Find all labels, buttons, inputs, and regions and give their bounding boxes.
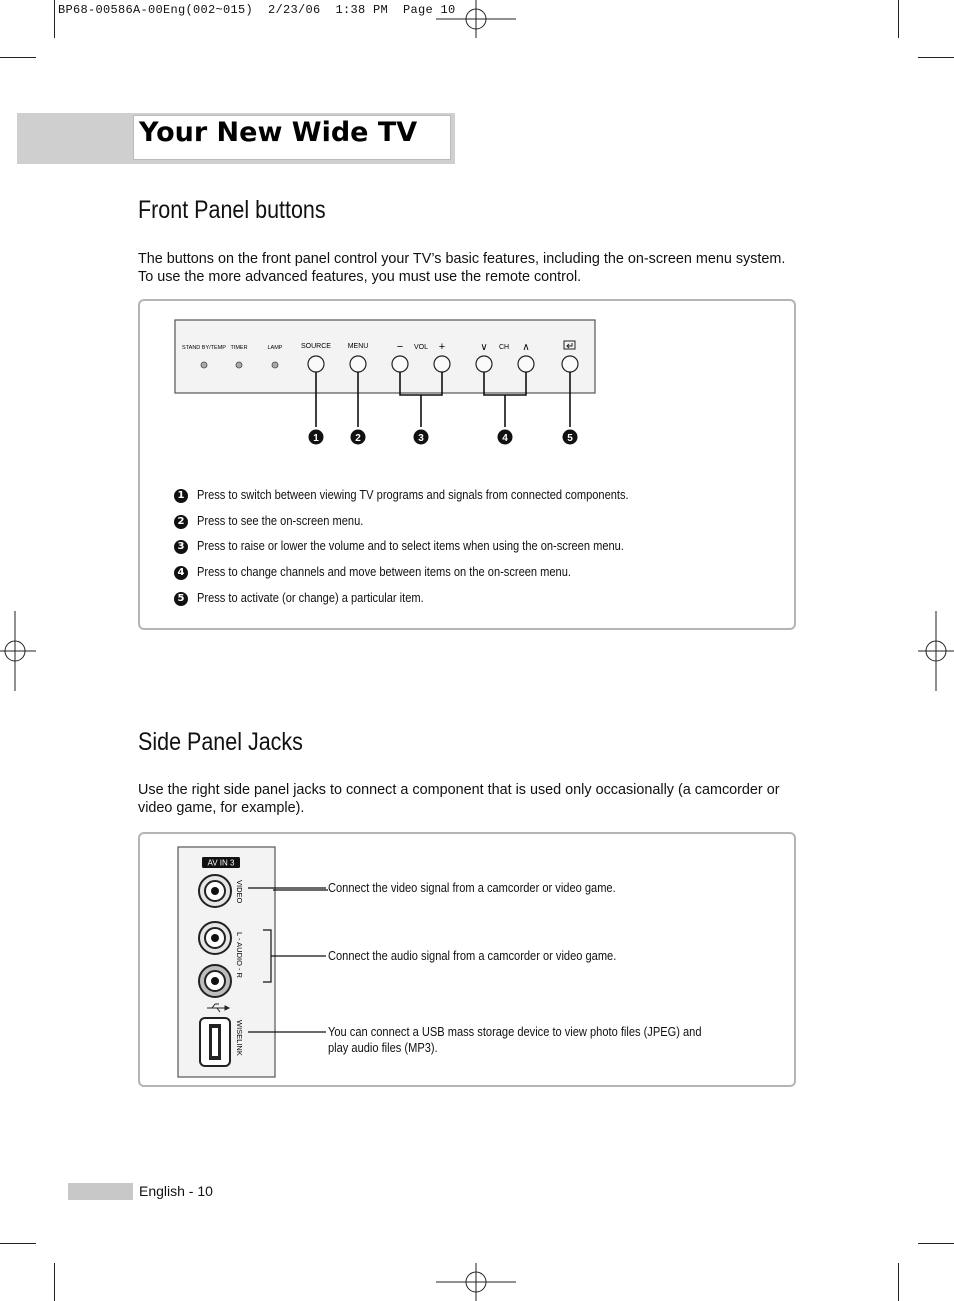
usb-callout-line2: play audio files (MP3). — [328, 1041, 438, 1055]
front-panel-box — [138, 299, 796, 630]
side-panel-heading: Side Panel Jacks — [138, 728, 303, 756]
item-text: Press to change channels and move between items on the on-screen menu. — [197, 565, 571, 579]
front-panel-intro: The buttons on the front panel control your TV’s basic features, including the on-screen menu system. To use the more advanced features, you must use the remote control. — [138, 251, 786, 285]
number-marker: 4 — [174, 566, 188, 580]
side-panel-intro: Use the right side panel jacks to connect a component that is used only occasionally (a camcorder or video game, for example). — [138, 782, 780, 816]
side-panel-box — [138, 832, 796, 1087]
av-in-label: AV IN 3 — [207, 858, 235, 868]
print-header: BP68-00586A-00Eng(002~015) 2/23/06 1:38 PM Page 10 — [58, 3, 456, 17]
footer-bar — [68, 1183, 133, 1200]
audio-right-jack — [199, 965, 231, 997]
front-panel-heading: Front Panel buttons — [138, 196, 326, 224]
usb-port — [200, 1018, 230, 1066]
wiselink-label: WISELINK — [235, 1020, 244, 1056]
audio-label: L - AUDIO - R — [235, 932, 244, 978]
label-vol: VOL — [413, 344, 429, 351]
video-callout: Connect the video signal from a camcorder or video game. — [328, 881, 616, 895]
svg-text:4: 4 — [502, 433, 508, 444]
label-source: SOURCE — [301, 343, 331, 350]
label-ch: CH — [498, 344, 510, 351]
item-text: Press to raise or lower the volume and to select items when using the on-screen menu. — [197, 539, 624, 553]
label-vol-plus: + — [438, 341, 446, 353]
page-number: English - 10 — [139, 1183, 213, 1199]
number-marker: 3 — [174, 540, 188, 554]
label-vol-minus: − — [396, 341, 404, 353]
item-text: Press to switch between viewing TV programs and signals from connected components. — [197, 488, 629, 502]
audio-callout: Connect the audio signal from a camcorder or video game. — [328, 949, 617, 963]
item-text: Press to see the on-screen menu. — [197, 514, 364, 528]
svg-text:2: 2 — [355, 433, 361, 444]
item-text: Press to activate (or change) a particular item. — [197, 591, 424, 605]
label-ch-up: ∧ — [522, 342, 530, 353]
number-marker: 5 — [174, 592, 188, 606]
number-marker: 2 — [174, 515, 188, 529]
label-menu: MENU — [347, 343, 369, 350]
page-title: Your New Wide TV — [139, 117, 418, 148]
jack-leaders — [248, 886, 328, 1046]
label-timer: TIMER — [230, 345, 248, 351]
label-lamp: LAMP — [267, 345, 283, 351]
video-jack — [199, 875, 231, 907]
number-marker: 1 — [174, 489, 188, 503]
video-label: VIDEO — [235, 880, 244, 904]
usb-callout-line1: You can connect a USB mass storage device to view photo files (JPEG) and — [328, 1025, 702, 1039]
audio-left-jack — [199, 922, 231, 954]
callout-markers — [309, 430, 578, 445]
label-ch-down: ∨ — [480, 342, 488, 353]
svg-text:1: 1 — [313, 433, 319, 444]
front-panel-diagram — [174, 319, 598, 451]
label-stand-by: STAND BY/TEMP — [182, 345, 226, 351]
svg-text:5: 5 — [567, 433, 573, 444]
svg-text:3: 3 — [418, 433, 424, 444]
